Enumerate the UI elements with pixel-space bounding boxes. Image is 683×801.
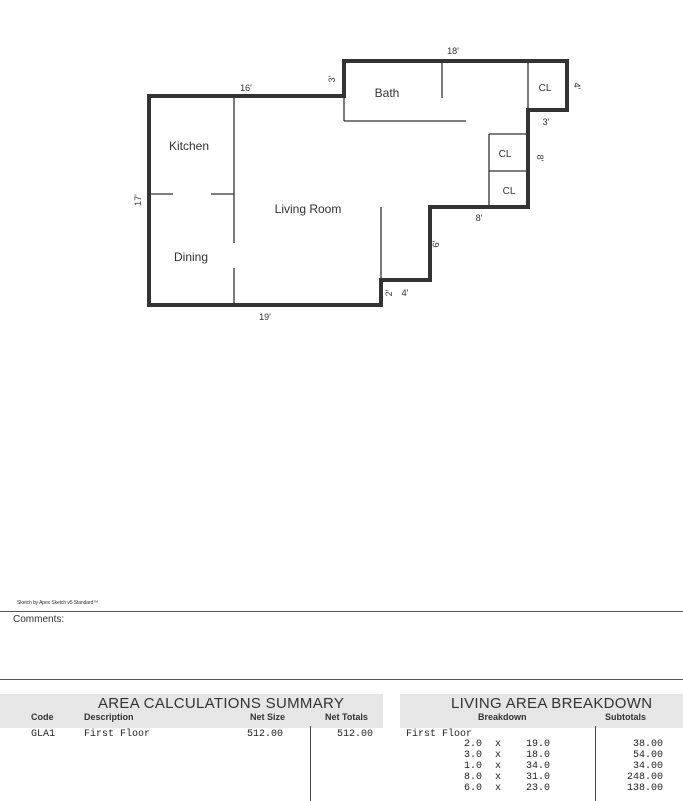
breakdown-subtotal: 38.00 (632, 739, 663, 750)
divider (0, 611, 683, 612)
column-header-description: Description (84, 712, 134, 722)
breakdown-subtotal: 54.00 (632, 750, 663, 761)
breakdown-operator: x (495, 750, 502, 761)
column-divider (595, 726, 596, 801)
row-code: GLA1 (31, 729, 56, 740)
breakdown-factor: 23.0 (526, 783, 551, 794)
breakdown-subtotal: 34.00 (632, 761, 663, 772)
dimension-label: 8' (535, 154, 545, 162)
breakdown-operator: x (495, 761, 502, 772)
column-header-net-totals: Net Totals (325, 712, 368, 722)
dimension-label: 16' (240, 83, 252, 93)
room-bath: Bath (374, 86, 400, 100)
dimension-label: 3' (542, 117, 550, 127)
comments-label: Comments: (13, 614, 65, 625)
row-net-size: 512.00 (247, 729, 284, 740)
closet-label: CL (502, 186, 516, 197)
breakdown-title: LIVING AREA BREAKDOWN (451, 695, 653, 712)
closet-label: CL (498, 149, 512, 160)
dimension-label: 18' (447, 46, 459, 56)
breakdown-factor: 8.0 (464, 772, 483, 783)
column-header-net-size: Net Size (250, 712, 286, 722)
dimension-label: 4' (572, 82, 582, 90)
dimension-label: 6' (431, 240, 441, 248)
floor-label: First Floor (406, 729, 473, 740)
breakdown-operator: x (495, 739, 502, 750)
breakdown-factor: 19.0 (526, 739, 551, 750)
breakdown-factor: 34.0 (526, 761, 551, 772)
column-divider (310, 726, 311, 801)
interior-walls (151, 63, 528, 303)
dimension-label: 4' (401, 288, 409, 298)
dimension-label: 17' (133, 194, 143, 206)
sketch-credit: Sketch by Apex Sketch v5 Standard™ (17, 600, 99, 606)
room-dining: Dining (173, 250, 209, 264)
breakdown-factor: 31.0 (526, 772, 551, 783)
breakdown-factor: 2.0 (464, 739, 483, 750)
row-net-totals: 512.00 (337, 729, 374, 740)
breakdown-operator: x (495, 783, 502, 794)
exterior-wall (149, 61, 567, 305)
breakdown-operator: x (495, 772, 502, 783)
room-living-room: Living Room (274, 202, 342, 216)
breakdown-factor: 1.0 (464, 761, 483, 772)
column-header-breakdown: Breakdown (478, 712, 527, 722)
breakdown-factor: 18.0 (526, 750, 551, 761)
breakdown-factor: 6.0 (464, 783, 483, 794)
divider (0, 679, 683, 680)
living-area-breakdown (400, 694, 683, 801)
row-description: First Floor (84, 729, 151, 740)
dimension-label: 19' (259, 312, 271, 322)
closet-label: CL (538, 83, 552, 94)
breakdown-subtotal: 138.00 (626, 783, 663, 794)
area-calculations-summary (0, 694, 383, 801)
dimension-label: 8' (475, 213, 483, 223)
summary-title: AREA CALCULATIONS SUMMARY (98, 695, 345, 712)
room-kitchen: Kitchen (168, 139, 210, 153)
floor-plan-sketch (0, 0, 683, 400)
column-header-subtotals: Subtotals (605, 712, 647, 722)
dimension-label: 3' (327, 75, 337, 83)
column-header-code: Code (31, 712, 54, 722)
breakdown-subtotal: 248.00 (626, 772, 663, 783)
breakdown-factor: 3.0 (464, 750, 483, 761)
dimension-label: 2' (384, 289, 394, 297)
